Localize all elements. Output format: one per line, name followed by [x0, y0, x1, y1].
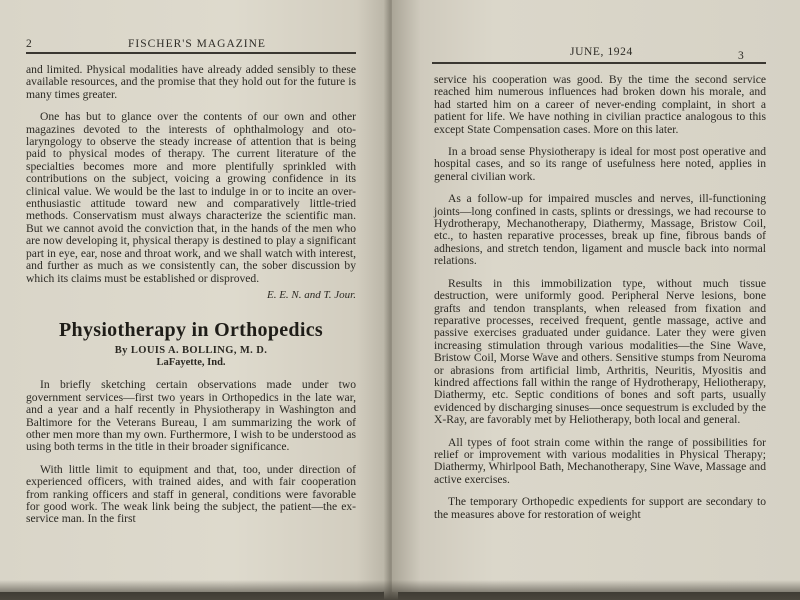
header-rule	[26, 52, 356, 54]
right-column	[434, 74, 766, 521]
article-title: Physiotherapy in Orthopedics	[59, 319, 323, 342]
right-page	[392, 0, 800, 592]
paragraph: and limited. Physical modalities have already added sensibly to these available resources, and the promise that they hold out for the future is many times greater.	[26, 63, 356, 101]
running-head: FISCHER'S MAGAZINE	[128, 38, 266, 50]
byline: By LOUIS A. BOLLING, M. D.	[114, 345, 268, 357]
left-page	[0, 0, 388, 592]
bottom-shadow	[0, 580, 800, 600]
issue-date: JUNE, 1924	[570, 46, 633, 58]
page-number: 2	[26, 38, 33, 50]
signature: E. E. N. and T. Jour.	[266, 288, 356, 301]
paragraph: In briefly sketching certain observations made under two government services—first two years in Orthopedics in the late war, and a year and a half recently in Physiotherapy in Washington and Baltimore for the Veterans Bureau, I am summarizing the work of other men more than my own. Furthermore, I wish to be understood as using both terms in the title in their broader significance.	[26, 378, 356, 454]
paragraph: service his cooperation was good. By the time the second service reached him numerous influences had broken down his morale, and had started him on a career of never-ending complaint, in short a patient for life. We have nothing in civilian practice analogous to this except State Compensation cases. More on this later.	[434, 73, 766, 136]
page-number: 3	[738, 50, 745, 62]
header-rule	[432, 62, 766, 64]
paragraph: All types of foot strain come within the range of possibilities for relief or improvement with various modalities in Physical Therapy; Diathermy, Whirlpool Bath, Mechanotherapy, Sine Wave, Massage and active exercises.	[434, 435, 766, 486]
left-column	[26, 64, 356, 526]
paragraph: Results in this immobilization type, without much tissue destruction, were uniformly good. Peripheral Nerve lesions, bone grafts and tendon transplants, when released from fixation and reparative processes, received frequent, gentle massage, active and passive exercises graduated under guidance. Later they were given increasing stimulation through various modalities—the Sine Wave, Bristow Coil, Morse Wave and others. Sensitive stumps from Neuroma or abrasions from artificial limb, Arthritis, Neuritis, Myositis and kindred affections fall within the range of Hydrotherapy, Heliotherapy, Diathermy, etc. Septic conditions of bones and soft parts, usually evidenced by discharging sinuses—once sequestrum is excluded by the X-Ray, are favorably met by Heliotherapy, both local and general.	[434, 276, 766, 427]
paragraph: One has but to glance over the contents of our own and other magazines devoted to the interests of ophthalmology and oto-laryngology to observe the steady increase of attention that is being paid to physical modes of therapy. The current literature of the specialties becomes more and more plentifully sprinkled with contributions on the subject, voicing a growing confidence in its clinical value. We would be the last to indulge in or to incite an over-enthusiastic attitude toward new and comparatively little-tried methods. Conservatism must always characterize the scientific man. But we cannot avoid the conviction that, in the hands of the men who are now developing it, physical therapy is destined to play a significant part in eye, ear, nose and throat work, and we shall watch with interest, and further as much as we consistently can, the sober discussion by which its claims must be established or disproved.	[26, 110, 356, 285]
paragraph: As a follow-up for impaired muscles and nerves, ill-functioning joints—long confined in casts, splints or dressings, we had recourse to Hydrotherapy, Mechanotherapy, Diathermy, Massage, Bristow Coil, etc., to hasten reparative processes, break up fine, fibrous bands of adhesions, and stretch tendon, ligament and muscle back into normal relations.	[434, 192, 766, 268]
author-location: LaFayette, Ind.	[156, 357, 226, 369]
paragraph: The temporary Orthopedic expedients for support are secondary to the measures above for restoration of weight	[434, 495, 766, 521]
paragraph: In a broad sense Physiotherapy is ideal for most post operative and hospital cases, and so its range of usefulness here noted, applies in general civilian work.	[434, 145, 766, 183]
paragraph: With little limit to equipment and that, too, under direction of experienced officers, with trained aides, and with fair cooperation from ranking officers and staff in general, conditions were favorable for good work. The weak link being the subject, the patient—the ex-service man. In the first	[26, 462, 356, 526]
